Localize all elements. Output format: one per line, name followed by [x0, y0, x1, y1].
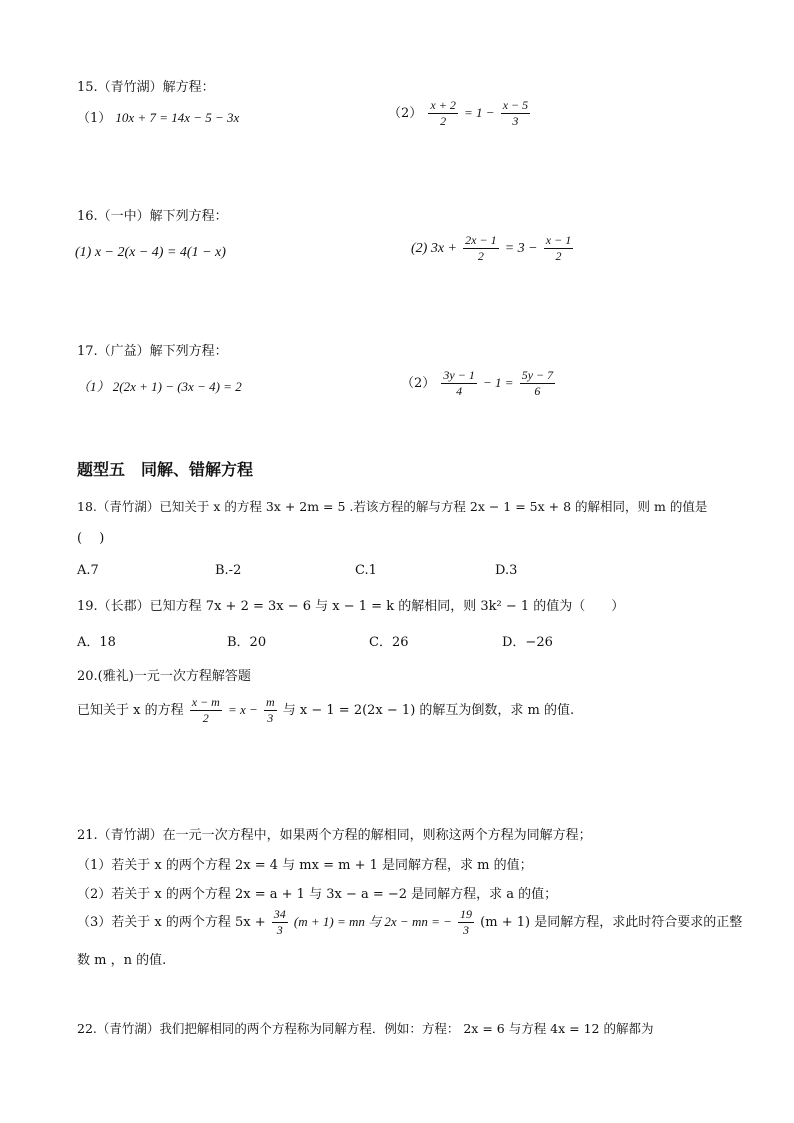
q16-part1: (1) x − 2(x − 4) = 4(1 − x): [75, 245, 226, 260]
numerator: x − 5: [502, 98, 529, 112]
denominator: 2: [477, 249, 484, 263]
q20-fraction-1: [190, 695, 222, 726]
q20-middle: = x −: [227, 702, 258, 717]
q17-part2-label: （2）: [401, 376, 436, 391]
numerator: x + 2: [430, 98, 456, 112]
q18-option-b: B.-2: [215, 563, 242, 578]
numerator: 5y − 7: [521, 368, 554, 382]
q15-part1: [77, 108, 239, 129]
q16-part2-fraction-2: [544, 233, 573, 264]
denominator: 3: [267, 711, 274, 725]
q15-part2-middle: = 1 −: [464, 105, 495, 120]
q15-part2-fraction-1: [428, 98, 457, 129]
denominator: 2: [555, 249, 562, 263]
q15-part1-equation: 10x + 7 = 14x − 5 − 3x: [115, 110, 240, 125]
q15-title: 15.（青竹湖）解方程：: [77, 80, 215, 95]
denominator: 4: [456, 384, 463, 398]
q21-part3-continued: 数 m ，n 的值.: [77, 953, 167, 968]
q16-title: 16.（一中）解下列方程：: [77, 209, 228, 224]
q15-part1-label: （1）: [77, 111, 112, 126]
q22-stem: 22.（青竹湖）我们把解相同的两个方程称为同解方程．例如：方程： 2x = 6 与方程 4x = 12 的解都为: [77, 1021, 654, 1036]
q17-part2-fraction-2: [520, 368, 555, 399]
denominator: 2: [440, 114, 447, 128]
q16-part2-fraction-1: [463, 233, 498, 264]
q18-option-a: A.7: [77, 563, 99, 578]
q17-part2-middle: − 1 =: [483, 375, 514, 390]
q21-part3-lead: （3）若关于 x 的两个方程 5x +: [77, 915, 266, 930]
q19-stem: 19.（长郡）已知方程 7x + 2 = 3x − 6 与 x − 1 = k 的解相同，则 3k² − 1 的值为（ ）: [77, 599, 625, 614]
q19-option-b: B．20: [227, 635, 267, 650]
denominator: 3: [463, 923, 470, 937]
q21-stem: 21.（青竹湖）在一元一次方程中，如果两个方程的解相同，则称这两个方程为同解方程；: [77, 828, 592, 843]
q21-part3-tail: (m + 1) 是同解方程，求此时符合要求的正整: [480, 915, 743, 930]
q17-part2-fraction-1: [441, 368, 476, 399]
q20-tail: 与 x − 1 = 2(2x − 1) 的解互为倒数，求 m 的值.: [282, 703, 575, 718]
q19-option-a: A．18: [77, 635, 116, 650]
q15-part2-fraction-2: [501, 98, 530, 129]
q21-part3-fraction-2: [458, 907, 474, 938]
numerator: x − m: [191, 695, 220, 709]
numerator: m: [265, 695, 275, 709]
q21-part2: （2）若关于 x 的两个方程 2x = a + 1 与 3x − a = −2 是同解方程，求 a 的值；: [77, 887, 558, 902]
q17-part1: （1） 2(2x + 1) − (3x − 4) = 2: [77, 379, 242, 394]
q18-stem: 18.（青竹湖）已知关于 x 的方程 3x + 2m = 5 .若该方程的解与方程 2x − 1 = 5x + 8 的解相同，则 m 的值是: [77, 499, 708, 514]
denominator: 6: [534, 384, 541, 398]
numerator: 34: [273, 907, 286, 921]
denominator: 3: [276, 923, 283, 937]
section-heading: 题型五 同解、错解方程: [77, 460, 254, 479]
q20-title: 20.(雅礼)一元一次方程解答题: [77, 669, 251, 684]
q20-fraction-2: [264, 695, 277, 726]
q18-option-d: D.3: [495, 563, 518, 578]
q17-part2: [401, 368, 557, 399]
q20-body: [77, 695, 574, 726]
denominator: 2: [202, 711, 209, 725]
q20-lead: 已知关于 x 的方程: [77, 703, 184, 718]
q21-part1: （1）若关于 x 的两个方程 2x = 4 与 mx = m + 1 是同解方程，求 m 的值；: [77, 858, 533, 873]
q19-option-c: C．26: [369, 635, 409, 650]
numerator: 19: [460, 907, 473, 921]
q16-part2-middle: = 3 −: [504, 241, 538, 256]
q18-bracket: ( ): [77, 531, 105, 546]
q19-option-d: D．−26: [502, 635, 553, 650]
q21-part3: [77, 907, 742, 938]
q15-part2-label: （2）: [388, 106, 423, 121]
q15-part2: [388, 98, 532, 129]
q21-part3-middle: (m + 1) = mn 与 2x − mn = −: [293, 914, 452, 929]
q17-title: 17.（广益）解下列方程：: [77, 344, 228, 359]
numerator: 3y − 1: [443, 368, 475, 382]
q16-part2: [411, 233, 575, 264]
q21-part3-fraction-1: [272, 907, 288, 938]
q16-part2-lead: (2) 3x +: [411, 241, 457, 256]
numerator: 2x − 1: [465, 233, 497, 247]
q18-option-c: C.1: [355, 563, 377, 578]
numerator: x − 1: [545, 233, 572, 247]
denominator: 3: [512, 114, 519, 128]
